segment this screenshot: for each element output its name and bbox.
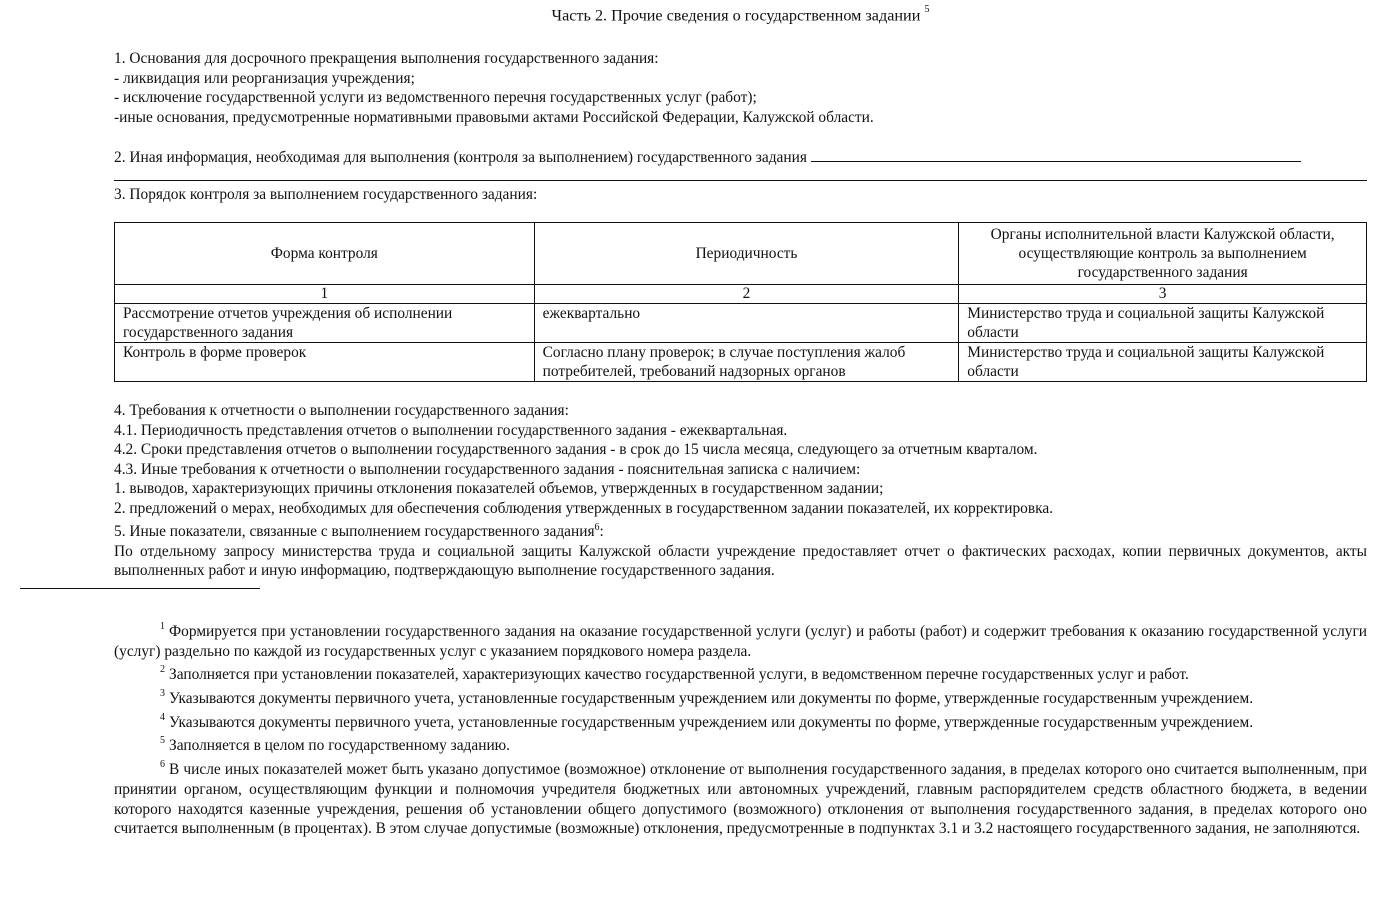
- column-header-periodicity: Периодичность: [534, 223, 959, 285]
- footnote-text: Заполняется при установлении показателей, характеризующих качество государственной услуги, в ведомственном перечне государственных услуг и работ.: [169, 666, 1189, 684]
- section-2: [114, 147, 1367, 168]
- page-title: [114, 6, 1367, 25]
- title-footnote-ref: 5: [924, 4, 930, 15]
- footnote: [114, 709, 1367, 733]
- footnote-text: В числе иных показателей может быть указано допустимое (возможное) отклонение от выполнения государственного задания, в пределах которого оно считается выполненным, при принятии органом, осуществляющим функции и полномочия учредителя бюджетных или автономных учреждений, главным распорядителем средств областного бюджета, в ведении которого находятся казенные учреждения, решения об установлении общего допустимого (возможного) отклонения от выполнения государственного задания, в пределах которого оно считается выполненным (в процентах). В этом случае допустимые (возможные) отклонения, предусмотренные в подпунктах 3.1 и 3.2 настоящего государственного задания, не заполняются.: [114, 761, 1367, 838]
- section-4: [114, 401, 1367, 581]
- footnote-number: 2: [160, 664, 165, 676]
- section-1-item: - ликвидация или реорганизация учреждения;: [114, 69, 415, 87]
- column-number: 1: [115, 285, 535, 304]
- footnote-text: Указываются документы первичного учета, установленные государственным учреждением или документы по форме, утвержденные государственным учреждением.: [169, 690, 1254, 708]
- table-cell: Министерство труда и социальной защиты Калужской области: [959, 343, 1367, 382]
- column-header-form: Форма контроля: [115, 223, 535, 285]
- footnote-number: 5: [160, 735, 165, 747]
- section-4-line: 4.2. Сроки представления отчетов о выполнении государственного задания - в срок до 15 числа месяца, следующего за отчетным кварталом.: [114, 441, 1038, 458]
- table-header-row: [115, 223, 1367, 285]
- table-cell: Министерство труда и социальной защиты Калужской области: [959, 304, 1367, 343]
- column-header-authorities: Органы исполнительной власти Калужской области, осуществляющие контроль за выполнением государственного задания: [959, 223, 1367, 285]
- footnote-number: 6: [160, 759, 165, 771]
- table-row: [115, 343, 1367, 382]
- section-1: [114, 49, 1367, 127]
- footnote-number: 1: [160, 621, 165, 632]
- section-4-line: 4. Требования к отчетности о выполнении государственного задания:: [114, 402, 569, 419]
- section-5-footnote-ref: 6: [594, 522, 600, 533]
- table-cell: Рассмотрение отчетов учреждения об исполнении государственного задания: [115, 304, 535, 343]
- table-cell: Контроль в форме проверок: [115, 343, 535, 382]
- table-number-row: [115, 285, 1367, 304]
- table-row: [115, 304, 1367, 343]
- footnote-number: 3: [160, 688, 165, 700]
- page-title-text: Часть 2. Прочие сведения о государственном задании: [551, 6, 921, 25]
- footnote: [114, 685, 1367, 709]
- fill-in-line: [811, 147, 1301, 162]
- section-1-item: -иные основания, предусмотренные нормативными правовыми актами Российской Федерации, Калужской области.: [114, 108, 874, 126]
- footnote-separator: [20, 588, 260, 589]
- column-number: 3: [959, 285, 1367, 304]
- column-number: 2: [534, 285, 959, 304]
- section-4-line: 4.3. Иные требования к отчетности о выполнении государственного задания - пояснительная записка с наличием:: [114, 460, 861, 478]
- footnote: [114, 756, 1367, 839]
- footnote: [114, 618, 1367, 661]
- section-1-heading: 1. Основания для досрочного прекращения выполнения государственного задания:: [114, 50, 659, 67]
- table-cell: ежеквартально: [534, 304, 959, 343]
- section-2-text: 2. Иная информация, необходимая для выполнения (контроля за выполнением) государственного задания: [114, 149, 807, 166]
- section-4-line: 4.1. Периодичность представления отчетов о выполнении государственного задания - ежеквартальная.: [114, 421, 788, 439]
- footnote: [114, 661, 1367, 685]
- control-table: [114, 222, 1367, 382]
- footnotes: [114, 618, 1367, 839]
- section-5-text: По отдельному запросу министерства труда и социальной защиты Калужской области учреждение предоставляет отчет о фактических расходах, копии первичных документов, акты выполненных работ и иную информацию, подтверждающую выполнение государственного задания.: [114, 542, 1367, 580]
- footnote-text: Формируется при установлении государственного задания на оказание государственной услуги (услуг) и работы (работ) и содержит требования к оказанию государственной услуги (услуг) раздельно по каждой из государственных услуг с указанием порядкового номера раздела.: [114, 623, 1367, 660]
- footnote-number: 4: [160, 711, 165, 723]
- footnote: [114, 732, 1367, 756]
- fill-in-line: [114, 180, 1367, 181]
- section-4-line: 2. предложений о мерах, необходимых для обеспечения соблюдения утвержденных в государственном задании показателей, их корректировка.: [114, 499, 1054, 517]
- section-1-item: - исключение государственной услуги из ведомственного перечня государственных услуг (работ);: [114, 89, 757, 106]
- section-5-heading-text: 5. Иные показатели, связанные с выполнением государственного задания: [114, 523, 595, 541]
- footnote-text: Указываются документы первичного учета, установленные государственным учреждением или документы по форме, утвержденные государственным учреждением.: [169, 713, 1254, 731]
- section-3-heading: 3. Порядок контроля за выполнением государственного задания:: [114, 186, 538, 203]
- section-4-line: 1. выводов, характеризующих причины отклонения показателей объемов, утвержденных в государственном задании;: [114, 480, 884, 497]
- section-5-heading: [114, 518, 1367, 542]
- footnote-text: Заполняется в целом по государственному заданию.: [169, 737, 511, 755]
- table-cell: Согласно плану проверок; в случае поступления жалоб потребителей, требований надзорных органов: [534, 343, 959, 382]
- section-5-suffix: :: [599, 523, 604, 541]
